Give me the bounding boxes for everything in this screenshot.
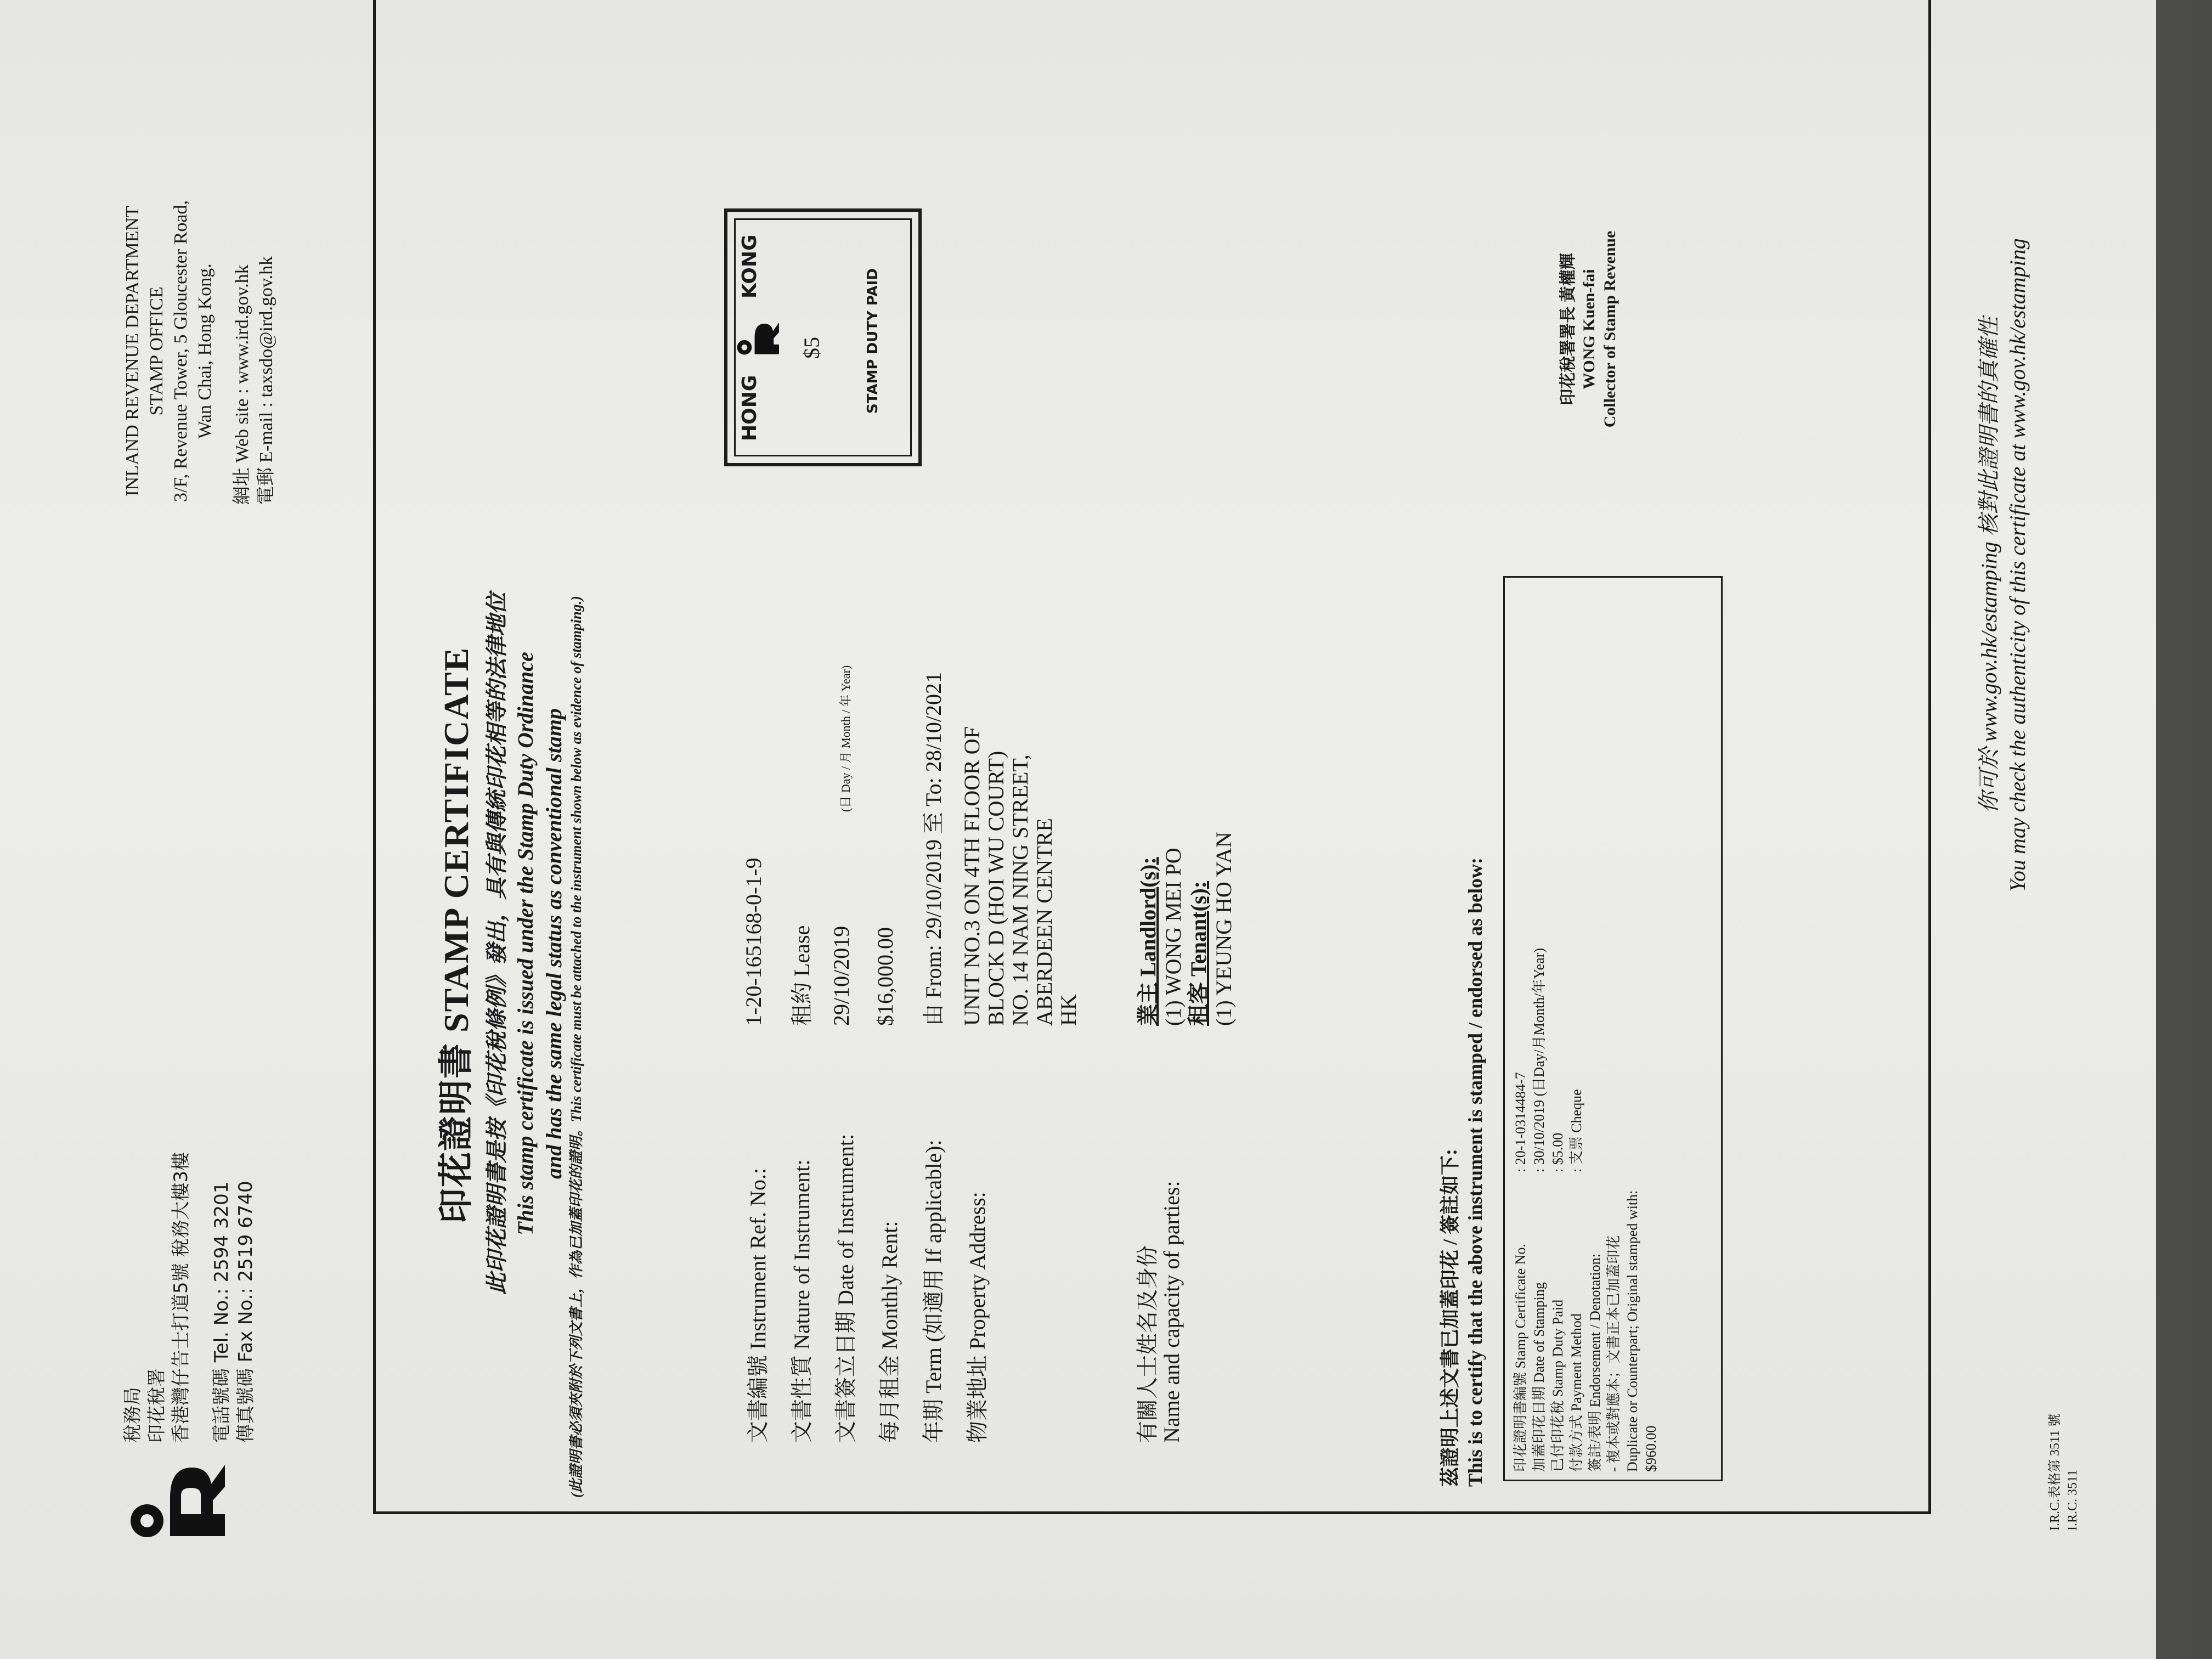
rotated-document: 稅務局 印花稅署 香港灣仔告士打道5號 稅務大樓3樓 電話號碼 Tel. No.: 2594 3201 傳真號碼 Fax No.: 2519 6740 INLAND REVENUE DEPARTMENT STAMP OFFICE 3/F, Revenue Tower, 5 Gloucester Road, Wan Chai, Hong Kong. 網址 Web site : www.ird.gov.hk 電郵 E-mail : taxsdo@ird.gov.hk 印花證明書 STAMP CERTIFICATE 此印花證明書是按《印花稅條例》發出，具有與傳統印花相等的法律地位 This stamp certificate is issued under the Stamp Duty Ordinance and has the same legal status as conventional stamp (此證明書必須夾附於下列文書上，作為已加蓋印花的證明。This certificate must be attached to the instrument shown below as evidence of stamping.) HONG KONG $5 STAMP DUTY PAID 文書編號 Instrument Ref. No.: 1-20-165168-0-1-9 文書性質 Nature of Instrument: 租約 Lease 文書簽立日期 Date of Instrument: 29/10/2019 (日 Day / 月 Month / 年 Year) 每月租金 Monthly Rent: $16,000.00 年期 Term (如適用 If applicable): 由 From: 29/10/2019 至 To: 28/10/2021 物業地址 Property Address: UNIT NO.3 ON 4TH FLOOR OF BLOCK D (HOI WU COURT) NO. 14 NAM NING STREET, ABERDEEN CENTRE HK 有關人士姓名及身份 Name and capacity of parties: 業主 Landlord(s): (1) WONG MEI PO 租客 Tenant(s): (1) YEUNG HO YAN 茲證明上述文書已加蓋印花 / 簽註如下: This is to certify that the above instrument is stamped / endorsed as below: 印花證明書編號 Stamp Certificate No. : 20-1-0314484-7 加蓋印花日期 Date of Stamping : 30/10/2019 (日Day/月Month/年Year) 已付印花稅 Stamp Duty Paid : $5.00 付款方式 Payment Method : 支票 Cheque 簽註/表明 Endorsement / Denotation: - 複本或對應本；文書正本已加蓋印花 Duplicate or Counterpart; Original stamped with: $960.00 印花稅署署長 黃權輝 WONG Kuen-fai Collector of Stamp Revenue 你可於 www.gov.hk/estamping 核對此證明書的真確性 You may check the authenticity of this certificate at www.gov.hk/estamping I.R.C.表格第 3511 號 I.R.C. 3511 [33,44,2107,1607]
subtitle-en-1: This stamp certificate is issued under the Stamp Duty Ordinance [513,652,538,1235]
office-en: STAMP OFFICE [146,286,167,416]
dept-zh: 稅務局 [122,1387,144,1443]
stamp-hong: HONG [738,375,761,441]
property-address: UNIT NO.3 ON 4TH FLOOR OF BLOCK D (HOI WU COURT) NO. 14 NAM NING STREET, ABERDEEN CENTRE HK [960,726,1081,1026]
tel-number: 電話號碼 Tel. No.: 2594 3201 [211,1181,233,1443]
ird-logo-icon [126,1465,225,1542]
header-left [121,1152,258,1443]
address-en-2: Wan Chai, Hong Kong. [195,263,215,439]
tenant-heading: 租客 Tenant(s): [1186,881,1211,1026]
email: 電郵 E-mail : taxsdo@ird.gov.hk [256,256,276,505]
header-right [121,104,279,598]
landlord-name: (1) WONG MEI PO [1161,848,1186,1026]
stamp-logo-icon [735,320,779,359]
certificate-title: 印花證明書 STAMP CERTIFICATE [437,646,476,1223]
stamp-kong: KONG [738,234,761,298]
stamp-duty-seal [724,208,922,466]
endorsement-box: 印花證明書編號 Stamp Certificate No. : 20-1-0314484-7 加蓋印花日期 Date of Stamping : 30/10/2019 (日Day/月Month/年Year) 已付印花稅 Stamp Duty Paid : $5.00 付款方式 Payment Method : 支票 Cheque 簽註/表明 Endorsement / Denotation: - 複本或對應本；文書正本已加蓋印花 Duplicate or Counterpart; Original stamped with: $960.00 [1503,576,1723,1481]
stamp-amount: $5 [799,337,824,359]
dept-en: INLAND REVENUE DEPARTMENT [122,206,143,496]
collector-signature: 印花稅署署長 黃權輝 WONG Kuen-fai Collector of Stamp Revenue [1559,230,1619,428]
tenant-name: (1) YEUNG HO YAN [1211,832,1236,1026]
landlord-heading: 業主 Landlord(s): [1136,857,1160,1026]
attach-note: (此證明書必須夾附於下列文書上，作為已加蓋印花的證明。This certificate must be attached to the instrument shown below as evidence of stamping.) [568,596,584,1498]
certificate-subtitle [483,422,568,1465]
subtitle-en-2: and has the same legal status as conventional stamp [541,708,566,1179]
form-number: I.R.C.表格第 3511 號 I.R.C. 3511 [2048,1413,2080,1531]
date-format-hint: (日 Day / 月 Month / 年 Year) [839,665,853,812]
fax-number: 傳真號碼 Fax No.: 2519 6740 [235,1181,257,1443]
online-verification: 你可於 www.gov.hk/estamping 核對此證明書的真確性 You may check the authenticity of this certificate at www.gov.hk/estamping [1977,238,2030,892]
certify-statement: 茲證明上述文書已加蓋印花 / 簽註如下: This is to certify that the above instrument is stamped / endorsed as below: [1439,857,1486,1487]
address-zh: 香港灣仔告士打道5號 稅務大樓3樓 [170,1152,192,1443]
subtitle-zh: 此印花證明書是按《印花稅條例》發出，具有與傳統印花相等的法律地位 [484,592,509,1295]
address-en-1: 3/F, Revenue Tower, 5 Gloucester Road, [171,200,191,503]
stamp-paid: STAMP DUTY PAID [865,268,881,414]
website: 網址 Web site : www.ird.gov.hk [232,264,252,505]
office-zh: 印花稅署 [146,1368,168,1443]
